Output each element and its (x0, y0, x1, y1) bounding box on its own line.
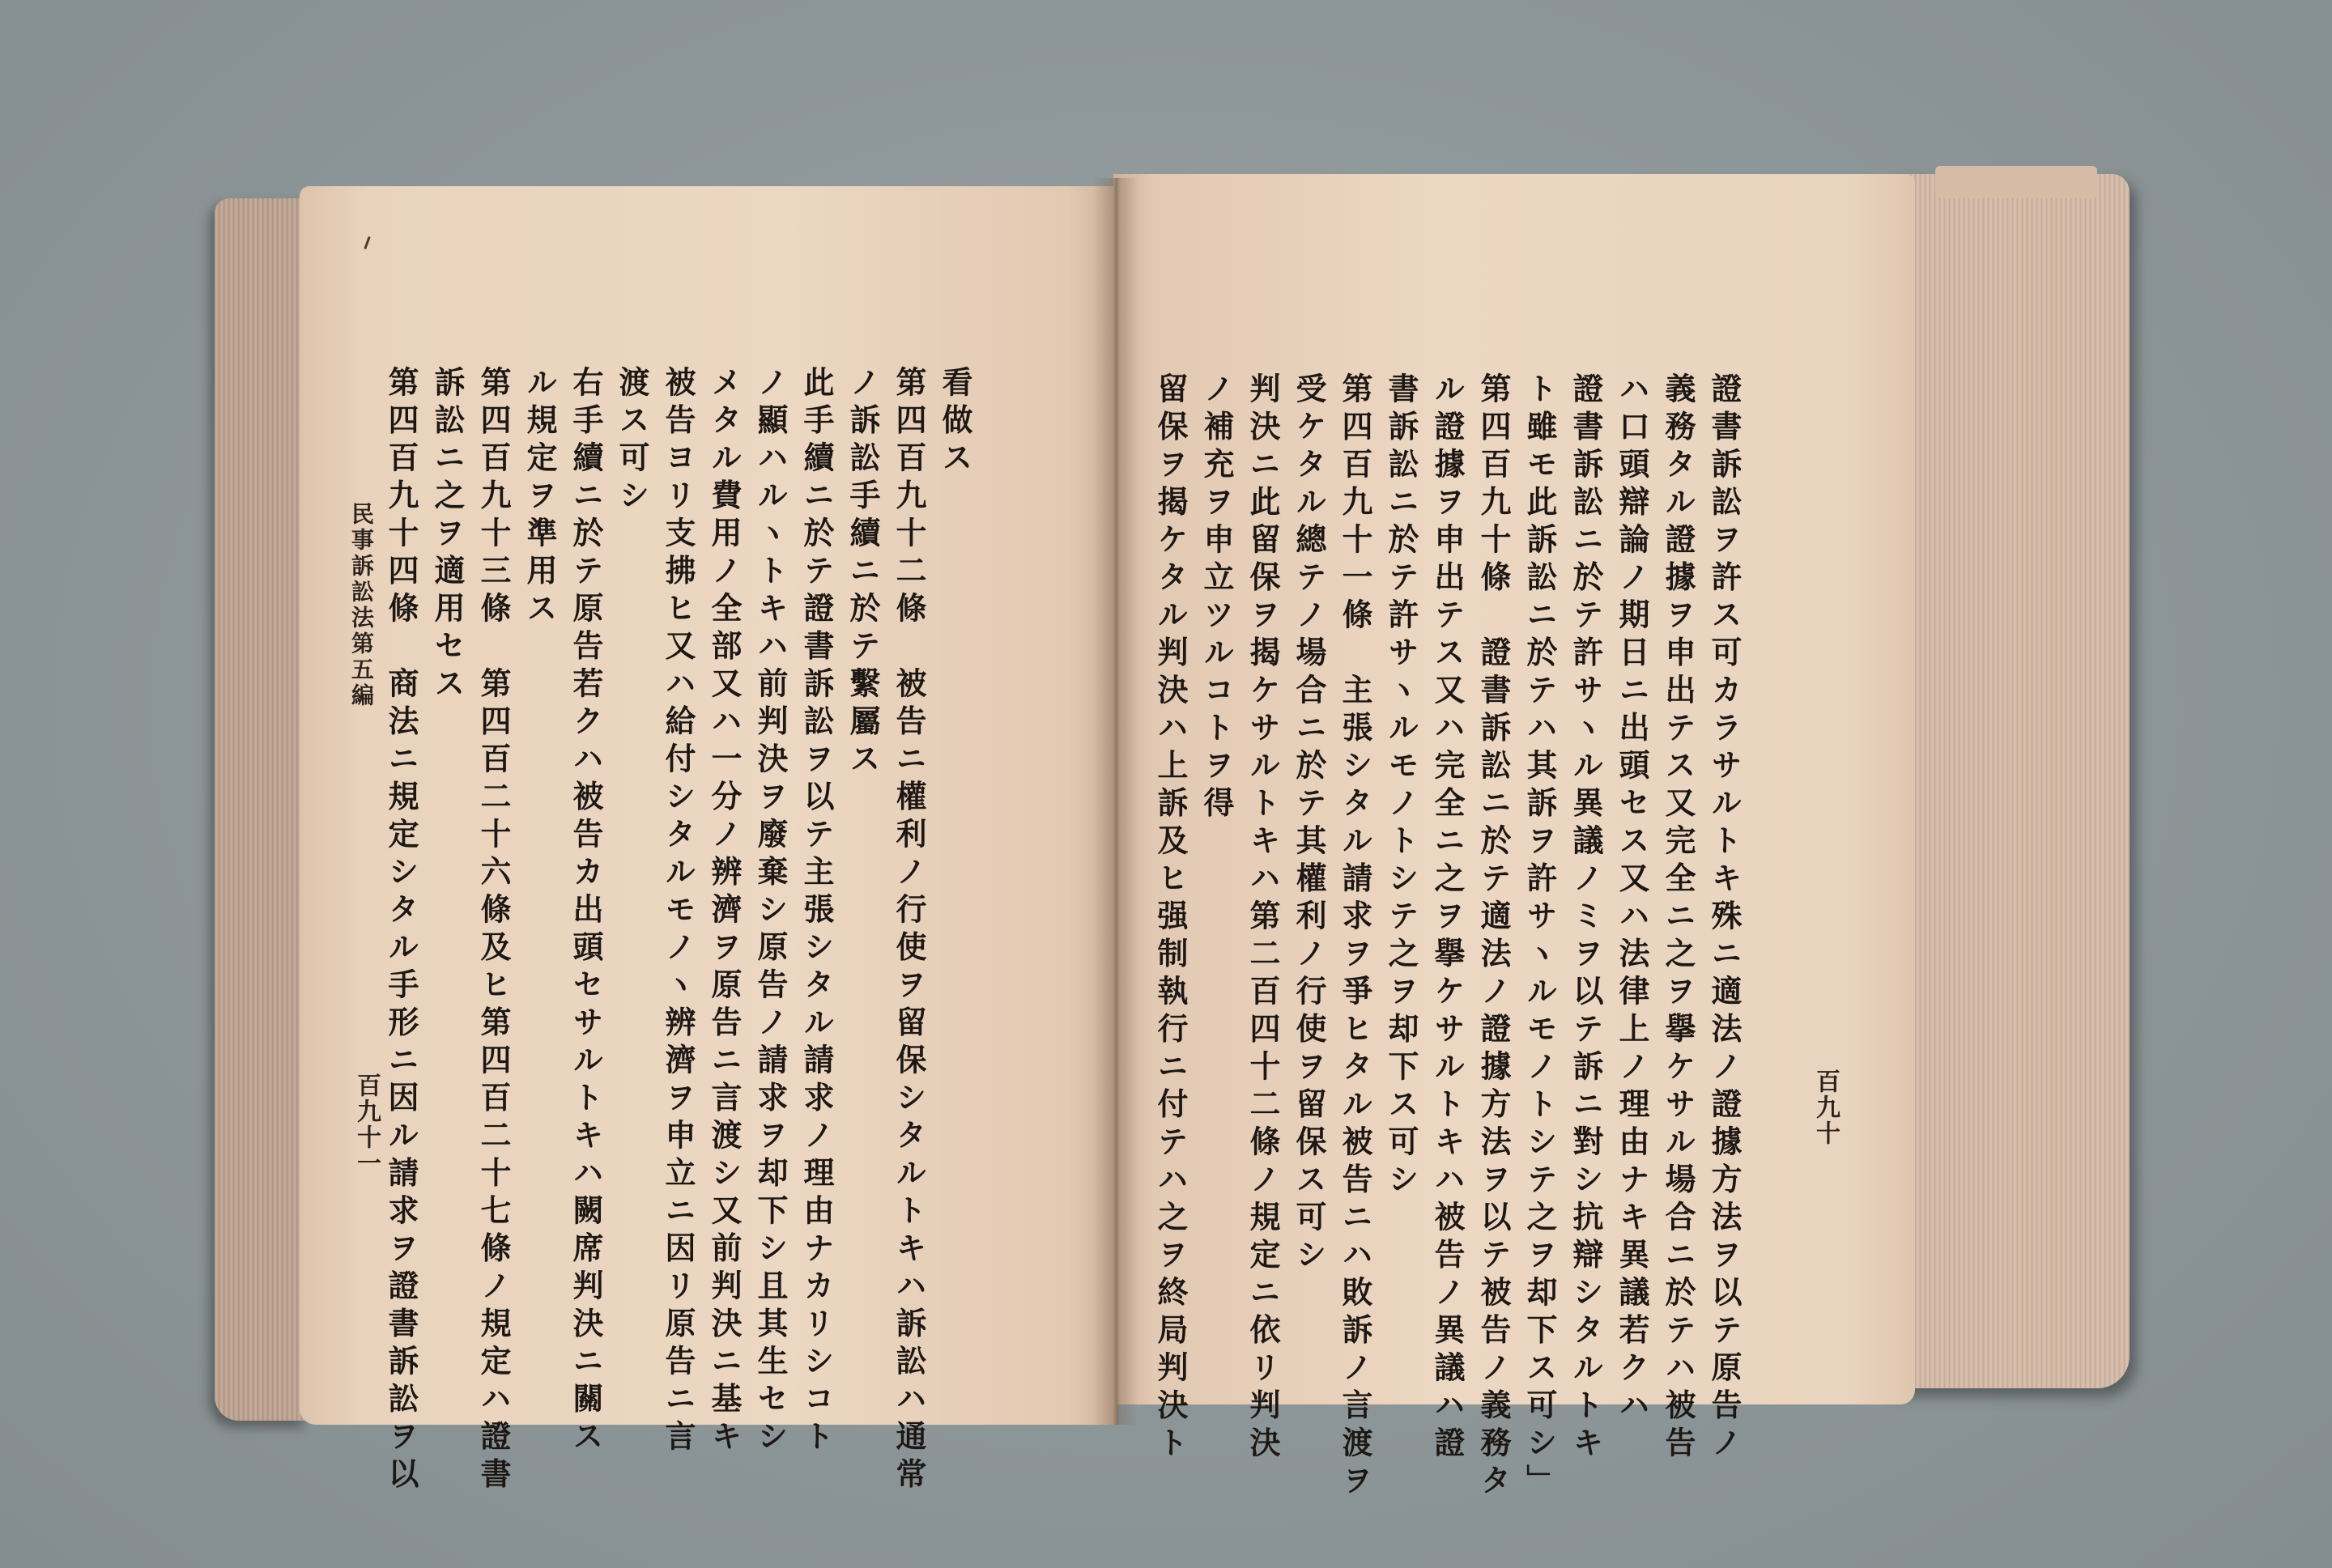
right-column-11: 判決ニ此留保ヲ揭ケサルトキハ第二百四十二條ノ規定ニ依リ判決 (1245, 372, 1281, 1464)
left-column-1: 看做ス (937, 366, 973, 479)
right-column-7: ル證據ヲ申出テス又ハ完全ニ之ヲ擧ケサルトキハ被告ノ異議ハ證 (1429, 372, 1466, 1464)
right-column-10: 受ケタル總テノ場合ニ於テ其權利ノ行使ヲ留保ス可シ (1291, 372, 1327, 1276)
left-column-11: 第四百九十三條 第四百二十六條及ヒ第四百二十七條ノ規定ハ證書 (475, 366, 512, 1495)
left-column-3: ノ訴訟手續ニ於テ繫屬ス (845, 366, 881, 780)
right-column-1: 證書訴訟ヲ許ス可カラサルトキ殊ニ適法ノ證據方法ヲ以テ原告ノ (1706, 372, 1743, 1464)
left-column-9: 右手續ニ於テ原告若クハ被告カ出頭セサルトキハ闕席判決ニ關ス (568, 366, 604, 1458)
right-column-9: 第四百九十一條 主張シタル請求ヲ爭ヒタル被告ニハ敗訴ノ言渡ヲ (1337, 372, 1373, 1502)
right-page-edges-top (1935, 166, 2097, 198)
left-page-number: 百九十一 (352, 1073, 381, 1176)
book-gutter (1093, 178, 1138, 1425)
left-column-7: 被告ヨリ支拂ヒ又ハ給付シタルモノヽ辨濟ヲ申立ニ因リ原告ニ言 (660, 366, 696, 1458)
left-column-4: 此手續ニ於テ證書訴訟ヲ以テ主張シタル請求ノ理由ナカリシコト (798, 366, 835, 1458)
left-column-2: 第四百九十二條 被告ニ權利ノ行使ヲ留保シタルトキハ訴訟ハ通常 (891, 366, 927, 1495)
right-column-6: 第四百九十條 證書訴訟ニ於テ適法ノ證據方法ヲ以テ被告ノ義務タ (1475, 372, 1512, 1502)
right-column-3: ハ口頭辯論ノ期日ニ出頭セス又ハ法律上ノ理由ナキ異議若クハ (1614, 372, 1650, 1426)
left-column-8: 渡ス可シ (614, 366, 650, 516)
right-page-number: 百九十 (1811, 1069, 1840, 1146)
right-column-2: 義務タル證據ヲ申出テス又完全ニ之ヲ擧ケサル場合ニ於テハ被告 (1660, 372, 1696, 1464)
left-column-10: ル規定ヲ準用ス (521, 366, 558, 630)
left-column-12: 訴訟ニ之ヲ適用セス (429, 366, 466, 705)
left-page-edges (215, 198, 308, 1421)
right-column-12: ノ補充ヲ申立ツルコトヲ得 (1198, 372, 1235, 824)
left-column-6: メタル費用ノ全部又ハ一分ノ辨濟ヲ原告ニ言渡シ又前判決ニ基キ (706, 366, 743, 1458)
right-column-13: 留保ヲ揭ケタル判決ハ上訴及ヒ强制執行ニ付テハ之ヲ終局判決ト (1152, 372, 1189, 1464)
right-column-5: ト雖モ此訴訟ニ於テハ其訴ヲ許サヽルモノトシテ之ヲ却下ス可シ」 (1521, 372, 1558, 1502)
left-column-5: ノ顯ハルヽトキハ前判決ヲ廢棄シ原告ノ請求ヲ却下シ且其生セシ (752, 366, 789, 1458)
right-column-4: 證書訴訟ニ於テ許サヽル異議ノミヲ以テ訴ニ對シ抗辯シタルトキ (1568, 372, 1604, 1464)
right-page-edges (1887, 174, 2130, 1388)
running-head: 民事訴訟法第五編 (348, 502, 375, 709)
left-column-13: 第四百九十四條 商法ニ規定シタル手形ニ因ル請求ヲ證書訴訟ヲ以 (383, 366, 419, 1495)
right-column-8: 書訴訟ニ於テ許サヽルモノトシテ之ヲ却下ス可シ (1383, 372, 1419, 1200)
